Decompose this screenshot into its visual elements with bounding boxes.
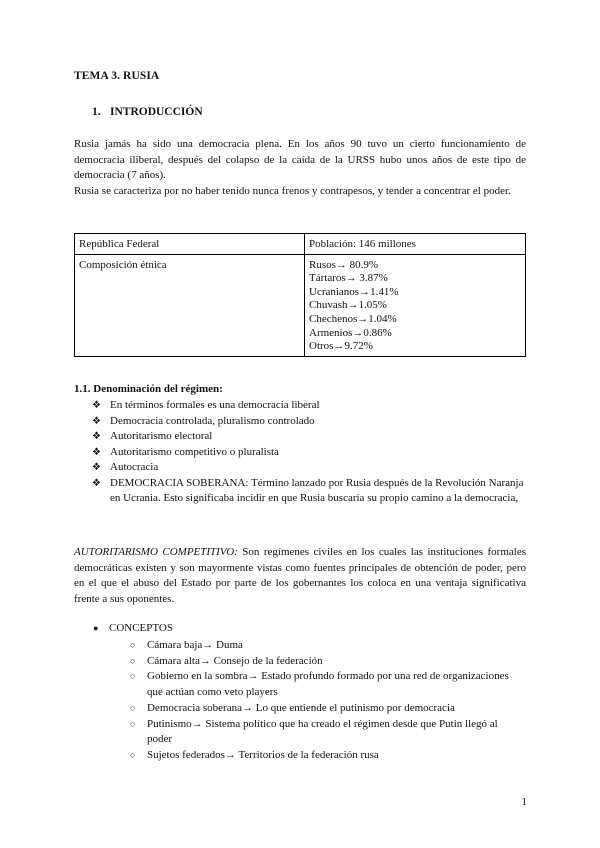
table-cell-population: Población: 146 millones [305,234,526,255]
concepts-list [130,638,510,764]
table-cell-ethnic-label: Composición étnica [75,254,305,356]
diamond-bullet-icon: ❖ [92,446,101,458]
ethnic-line: Armenios→0.86% [309,326,392,339]
diamond-bullet-icon: ❖ [92,415,101,427]
list-item [92,460,532,476]
circle-bullet-icon: ○ [130,640,136,650]
list-item-text: DEMOCRACIA SOBERANA: Término lanzado por Rusia después de la Revolución Naranja en Ucrania. Esto significaba incidir en que Rusia buscaría su propio camino a la democracia, [110,476,524,504]
section-heading [92,106,203,118]
regime-list [92,398,532,507]
authoritarian-text: Son regímenes civiles en los cuales las instituciones formales democráticas existen y son mayormente vistas como fuentes principales de obtención de poder, pero en el que el abuso del Estado por parte de los gobernantes los coloca en una ventaja significativa frente a sus oponentes. [74,546,526,605]
list-item-text: Autocracia [110,461,159,473]
circle-bullet-icon: ○ [130,718,136,729]
ethnic-line: Otros→9.72% [309,340,373,353]
table-row [75,234,526,255]
list-item [130,669,510,700]
list-item-text: Democracia soberana→ Lo que entiende el putinismo por democracia [147,701,455,714]
list-item [92,476,532,507]
list-item [92,429,532,445]
ethnic-line: Chuvash→1.05% [309,299,387,312]
list-item [130,701,510,717]
circle-bullet-icon: ○ [130,749,136,760]
authoritarian-definition [74,545,526,607]
intro-paragraph-2: Rusia se caracteriza por no haber tenido nunca frenos y contrapesos, y tender a concentrar el poder. [74,185,511,197]
list-item-text: Gobierno en la sombra→ Estado profundo formado por una red de organizaciones que actúan como veto players [147,670,509,699]
ethnic-line: Rusos→ 80.9% [309,258,379,271]
list-item-text: Putinismo→ Sistema político que ha creado el régimen desde que Putin llegó al poder [147,717,498,746]
table-cell-federal: República Federal [75,234,305,255]
concepts-heading [93,622,173,634]
page-number: 1 [521,796,527,808]
diamond-bullet-icon: ❖ [92,431,101,442]
list-item [130,638,510,654]
circle-bullet-icon: ○ [130,702,136,713]
list-item [130,717,510,748]
diamond-bullet-icon: ❖ [92,462,101,473]
list-item [92,445,532,461]
table-row [75,254,526,356]
ethnic-line: Tártaros→ 3.87% [309,272,388,285]
ethnic-line: Chechenos→1.04% [309,312,397,325]
list-item-text: Sujetos federados→ Territorios de la federación rusa [147,748,379,761]
diamond-bullet-icon: ❖ [92,477,101,489]
list-item-text: Autoritarismo electoral [110,430,213,442]
list-item [92,414,532,430]
concepts-title: CONCEPTOS [109,622,173,634]
section-title: INTRODUCCIÓN [110,106,203,118]
document-title: TEMA 3. RUSIA [74,70,160,82]
list-item [130,748,510,764]
intro-paragraph-1: Rusia jamás ha sido una democracia plena. En los años 90 tuvo un cierto funcionamiento de democracia iliberal, después del colapso de la caída de la URSS hubo unos años de este tipo de democracia (7 años). [74,138,526,181]
ethnic-line: Ucranianos→1.41% [309,285,399,298]
circle-bullet-icon: ○ [130,655,136,666]
section-number: 1. [92,106,101,118]
list-item [130,654,510,670]
subsection-title: 1.1. Denominación del régimen: [74,383,223,395]
table-cell-ethnic-values [305,254,526,356]
country-info-table [74,233,526,357]
circle-bullet-icon: ○ [130,671,136,682]
diamond-bullet-icon: ❖ [92,400,101,411]
authoritarian-term: AUTORITARISMO COMPETITIVO: [74,546,238,558]
dot-bullet-icon: ● [93,623,99,633]
list-item-text: Autoritarismo competitivo o pluralista [110,445,279,458]
list-item-text: Cámara baja→ Duma [147,639,243,651]
list-item [92,398,532,414]
list-item-text: Cámara alta→ Consejo de la federación [147,654,323,667]
list-item-text: En términos formales es una democracia liberal [110,399,320,411]
list-item-text: Democracia controlada, pluralismo controlado [110,414,315,427]
